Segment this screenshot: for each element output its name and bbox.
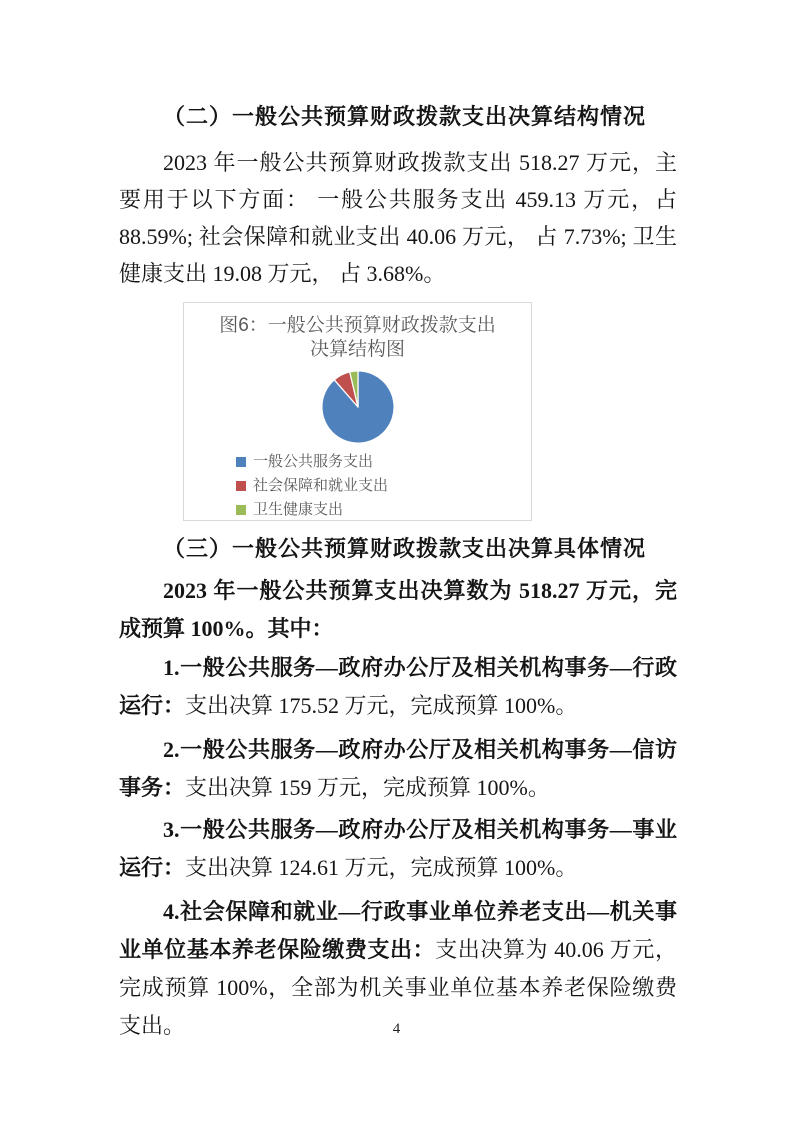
legend-item-general-public-services: [236, 452, 373, 472]
budget-item-4-text: 支出决算为 40.06 万元，完成预算 100%，全部为机关事业单位基本养老保险缴费支出。: [119, 937, 677, 1038]
legend-swatch-green-icon: [236, 505, 246, 515]
budget-item-3-text: 支出决算 124.61 万元，完成预算 100%。: [185, 855, 578, 880]
legend-item-health: [236, 500, 343, 520]
budget-item-3: [119, 811, 677, 887]
budget-item-2: [119, 731, 677, 807]
page-number: 4: [392, 1021, 401, 1037]
legend-swatch-blue-icon: [236, 457, 246, 467]
budget-item-1-lead: 1.一般公共服务—政府办公厅及相关机构事务—行政运行：: [119, 655, 677, 718]
legend-item-social-security-employment: [236, 476, 388, 496]
section-3-heading: （三）一般公共预算财政拨款支出决算具体情况: [163, 536, 647, 561]
budget-item-2-lead: 2.一般公共服务—政府办公厅及相关机构事务—信访事务：: [119, 737, 677, 800]
legend-label: 卫生健康支出: [253, 501, 344, 518]
budget-item-4-lead: 4.社会保障和就业—行政事业单位养老支出—机关事业单位基本养老保险缴费支出：: [119, 899, 677, 962]
section-2-paragraph: 2023 年一般公共预算财政拨款支出 518.27 万元，主要用于以下方面： 一般公共服务支出 459.13 万元，占 88.59%; 社会保障和就业支出 40.06 万元， 占 7.73%; 卫生健康支出 19.08 万元， 占 3.68%。: [119, 150, 677, 286]
budget-item-3-lead: 3.一般公共服务—政府办公厅及相关机构事务—事业运行：: [119, 817, 677, 880]
chart-title: 图6：一般公共预算财政拨款支出决算结构图: [219, 315, 496, 360]
legend-label: 一般公共服务支出: [253, 453, 374, 470]
legend-swatch-red-icon: [236, 481, 246, 491]
pie-chart-svg: [314, 369, 402, 445]
section-2-heading: （二）一般公共预算财政拨款支出决算结构情况: [163, 104, 647, 129]
budget-item-1-text: 支出决算 175.52 万元，完成预算 100%。: [185, 693, 578, 718]
budget-item-2-text: 支出决算 159 万元，完成预算 100%。: [185, 775, 550, 800]
budget-item-1: [119, 649, 677, 725]
pie-chart-figure: [183, 302, 532, 521]
legend-label: 社会保障和就业支出: [253, 477, 389, 494]
chart-legend: [184, 452, 531, 520]
section-3-paragraph: 2023 年一般公共预算支出决算数为 518.27 万元，完成预算 100%。其中：: [119, 578, 677, 641]
